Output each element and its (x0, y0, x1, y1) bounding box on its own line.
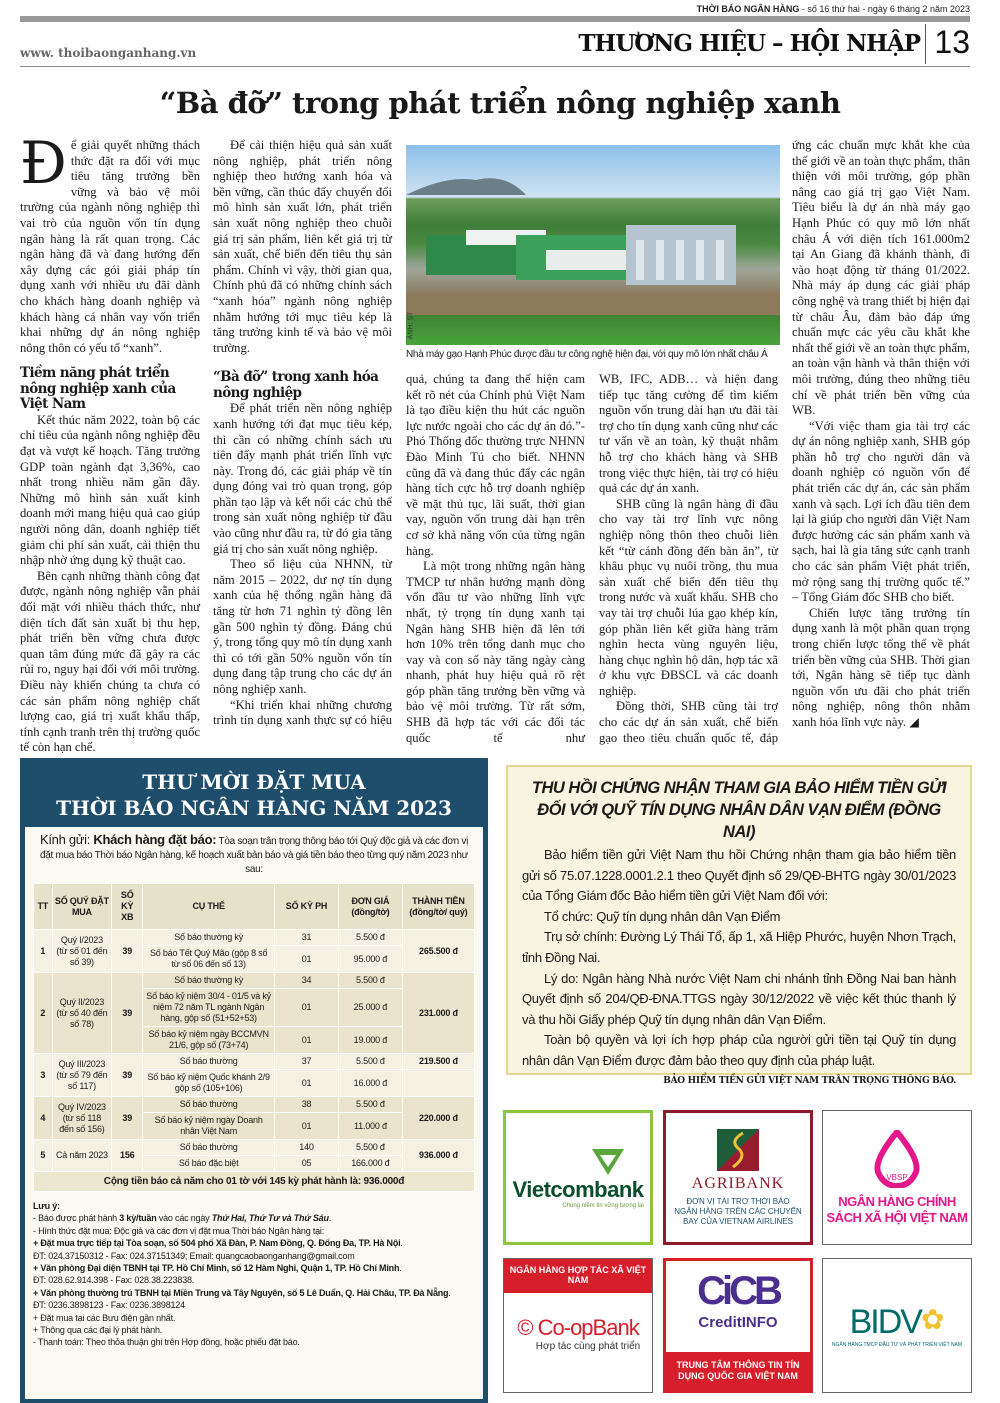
issue-count: 05 (275, 1156, 339, 1172)
paragraph: ứng các chuẩn mực khắt khe của thế giới về an toàn thực phẩm, thân thiện với môi trường, góp phần nâng cao giá trị gạo Việt Nam. Tiêu biểu là dự án nhà máy gạo Hạnh Phúc có quy mô lớn nhất châu Á với diện tích 161.000m2 tại An Giang đã khánh thành, đi vào hoạt động từ tháng 01/2022. Nhà máy áp dụng các giải pháp công nghệ và trang thiết bị hiện đại từ châu Âu, đảm bảo đáp ứng chuẩn mực các yêu cầu khắt khe nhất thế giới về an toàn thực phẩm, an toàn vận hành và thân thiện với môi trường, đúng theo những tiêu chí về phát triển bền vững của WB. (792, 138, 971, 418)
issue-count: 34 (275, 973, 339, 989)
unit-price: 25.000 đ (338, 989, 402, 1027)
issue-line (697, 4, 970, 14)
issue-count: 01 (275, 1027, 339, 1054)
column-header: SỐ KỲ PH (275, 884, 339, 930)
table-total-row (34, 1172, 475, 1192)
item-description: Số báo kỷ niệm Quốc khánh 2/9 gộp số (105+106) (143, 1070, 275, 1097)
bidv-logo[interactable]: BIDV✿ NGÂN HÀNG TMCP ĐẦU TƯ VÀ PHÁT TRIỂN VIỆT NAM (822, 1258, 972, 1393)
issue-count: 01 (275, 946, 339, 973)
table-row (34, 1140, 475, 1156)
table-row (34, 1097, 475, 1113)
photo-illustration (406, 145, 780, 345)
table-row (34, 930, 475, 946)
column-header: THÀNH TIỀN (đồng/tờ/ quý) (402, 884, 474, 930)
notice-paragraph: Trụ sở chính: Đường Lý Thái Tổ, ấp 1, xã Hiệp Phước, huyện Nhơn Trạch, tỉnh Đồng Nai. (522, 929, 956, 965)
article-column-5 (792, 138, 970, 731)
row-number: 1 (34, 930, 53, 973)
item-description: Số báo thường (143, 1097, 275, 1113)
subheading: “Bà đỡ” trong xanh hóa nông nghiệp (213, 369, 379, 401)
paragraph: quả, chúng ta đang thể hiện cam kết rõ nét của Chính phủ Việt Nam là tạo điều kiện thu hút các nguồn lực nước ngoài cho các dự án đó.”- Phó Thống đốc thường trực NHNN Đào Minh Tú cho biết. NHNN cũng đã và đang thúc đẩy các ngân hàng tích cực hỗ trợ doanh nghiệp về mặt thủ tục, lãi suất, thời gian vay, nguồn vốn trung dài hạn trên cơ sở khả năng vốn của từng ngân hàng. (406, 372, 585, 558)
subscription-ad (20, 758, 488, 1403)
column-header: ĐƠN GIÁ (đồng/tờ) (338, 884, 402, 930)
column-header: SỐ KỲ XB (112, 884, 143, 930)
unit-price: 95.000 đ (338, 946, 402, 973)
issue-count: 31 (275, 930, 339, 946)
page-number: 13 (925, 24, 970, 64)
item-description: Số báo kỷ niệm ngày BCCMVN 21/6, gộp số (73+74) (143, 1027, 275, 1054)
row-number: 5 (34, 1140, 53, 1172)
article-column-4 (599, 372, 778, 746)
section-title: THƯƠNG HIỆU – HỘI NHẬP (578, 30, 920, 57)
issues-cell: 156 (112, 1140, 143, 1172)
lead-paragraph: Để giải quyết những thách thức đặt ra đối với mục tiêu tăng trưởng bền vững và bảo vệ môi trường của ngành nông nghiệp thì vai trò của nguồn vốn tín dụng ngân hàng là rất quan trọng. Các ngân hàng đã và đang hướng đến xây dựng các gói giải pháp tín dụng xanh với nhiều ưu đãi dành cho khách hàng doanh nghiệp và khách hàng cá nhân vay vốn triển khai những dự án nông nghiệp nông thôn có yếu tố “xanh”. (20, 129, 200, 355)
paragraph: Là một trong những ngân hàng TMCP tư nhân hướng mạnh dòng vốn đầu tư vào những lĩnh vực nhất, tỷ trọng tín dụng xanh tại Ngân hàng SHB hiện đã lên tới hơn 10% trên tổng danh mục cho vay và con số này tăng ngày càng nhanh, phát huy hiệu quả rõ rệt góp phần tăng trưởng bền vững và bảo vệ môi trường. Từ rất sớm, SHB đã hợp tác với các đối tác quốc tế như (406, 559, 585, 745)
note-line: + Đặt mua tại các Bưu điện gần nhất. (33, 1312, 176, 1323)
subheading: Tiềm năng phát triển nông nghiệp xanh của Việt Nam (20, 365, 176, 413)
quarter-total: 231.000 đ (402, 973, 474, 1054)
table-row (34, 973, 475, 989)
quarter-cell: Quý I/2023 (từ số 01 đến số 39) (52, 930, 112, 973)
notice-signature: BẢO HIỂM TIỀN GỬI VIỆT NAM TRÂN TRỌNG THÔNG BÁO. (663, 1075, 956, 1086)
quarter-cell: Cả năm 2023 (52, 1140, 112, 1172)
paragraph: Chiến lược tăng trưởng tín dụng xanh là một phần quan trọng trong chiến lược tổng thể về phát triển bền vững của SHB. Thời gian tới, Ngân hàng sẽ tiếp tục dành nguồn vốn ưu đãi cho phát triển nông nghiệp, nông thôn nhằm xanh hóa lĩnh vực này. ◢ (792, 605, 970, 729)
vietcombank-mark-icon (590, 1147, 626, 1177)
price-table (33, 883, 475, 1192)
issues-cell: 39 (112, 973, 143, 1054)
svg-text:VBSP: VBSP (886, 1172, 908, 1182)
row-number: 3 (34, 1054, 53, 1097)
item-description: Số báo thường kỳ (143, 930, 275, 946)
unit-price: 19.000 đ (338, 1027, 402, 1054)
annual-total: Cộng tiền báo cả năm cho 01 tờ với 145 kỳ phát hành là: 936.000đ (34, 1172, 475, 1192)
rice-factory-photo (406, 145, 780, 345)
issue-count: 38 (275, 1097, 339, 1113)
quarter-total: 219.500 đ (402, 1054, 474, 1070)
row-number: 2 (34, 973, 53, 1054)
paragraph: WB, IFC, ADB… và hiện đang tiếp tục tăng cường để tìm kiếm nguồn vốn trung dài hạn ưu đãi tài trợ cho tín dụng xanh cũng như các tư vấn về an toàn, kỹ thuật nhằm hỗ trợ cho khách hàng và SHB trong việc thực hiện, tài trợ có hiệu quả các dự án xanh. (599, 372, 778, 496)
note-line: ĐT: 024.37150312 - Fax: 024.37151349; Email: quangcaobaonganhang@gmail.com (33, 1250, 355, 1261)
paragraph: “Khi triển khai những chương trình tín dụng xanh thực sự có hiệu (213, 697, 392, 728)
quarter-total: 265.500 đ (402, 930, 474, 973)
coopbank-mark-icon: © (517, 1315, 533, 1340)
note-line: ĐT: 028.62.914.398 - Fax: 028.38.223838. (33, 1275, 195, 1286)
paragraph: Để cải thiện hiệu quả sản xuất nông nghiệp, phát triển nông nghiệp theo hướng xanh hóa và bền vững, cần thúc đẩy chuyển đổi mô hình sản xuất lớn, phát triển sản xuất nông nghiệp theo chuỗi giá trị sản phẩm, liên kết giá trị từ sản xuất, chế biến đến tiêu thụ sản phẩm. Chính vì vậy, thời gian qua, Chính phủ đã có những chính sách “xanh hóa” ngành nông nghiệp nhằm hướng tới mục tiêu kép là tăng trưởng kinh tế và bảo vệ môi trường. (213, 138, 392, 355)
article-column-1 (20, 129, 200, 756)
quarter-cell: Quý IV/2023 (từ số 118 đến số 156) (52, 1097, 112, 1140)
notice-paragraph: Lý do: Ngân hàng Nhà nước Việt Nam chi nhánh tỉnh Đồng Nai ban hành Quyết định số 204/QĐ-ĐNA.TTGS ngày 30/12/2022 về việc kết thúc thanh lý và thu hồi Giấy phép Quỹ tín dụng nhân dân Vạn Điểm. (522, 970, 956, 1027)
item-description: Số báo thường (143, 1054, 275, 1070)
quarter-cell: Quý III/2023 (từ số 79 đến số 117) (52, 1054, 112, 1097)
vietcombank-logo[interactable]: Vietcombank Chung niềm tin vững tương lai (503, 1110, 653, 1245)
table-row (34, 1054, 475, 1070)
drop-cap: Đ (20, 129, 67, 197)
divider (20, 66, 970, 67)
note-line: + Văn phòng Đại diện TBNH tại TP. Hồ Chí Minh, số 12 Hàm Nghi, Quận 1, TP. Hồ Chí Minh. (33, 1263, 402, 1274)
issue-count: 37 (275, 1054, 339, 1070)
coopbank-logo[interactable]: NGÂN HÀNG HỢP TÁC XÃ VIỆT NAM © Co-opBank Hợp tác cùng phát triển (503, 1258, 653, 1393)
unit-price: 166.000 đ (338, 1156, 402, 1172)
item-description: Số báo thường (143, 1140, 275, 1156)
item-description: Số báo thường kỳ (143, 973, 275, 989)
unit-price: 5.500 đ (338, 930, 402, 946)
note-line: - Thanh toán: Theo thỏa thuận ghi trên Hợp đồng, hoặc phiếu đặt báo. (33, 1337, 300, 1348)
paragraph: SHB cũng là ngân hàng đi đầu cho vay tài trợ lĩnh vực nông nghiệp nông thôn theo chuỗi liên kết “từ cánh đồng đến bàn ăn”, từ khâu phục vụ nuôi trồng, thu mua sản xuất chế biến đến tiêu thụ trong nước và xuất khẩu. SHB cho vay tài trợ chuỗi lúa gạo khép kín, góp phần liên kết giữa hàng trăm nghìn hecta vùng nguyên liệu, hàng chục nghìn hộ dân, hợp tác xã ở khu vực ĐBSCL và các doanh nghiệp. (599, 496, 778, 698)
issues-cell: 39 (112, 930, 143, 973)
article-column-3 (406, 372, 585, 746)
issue-count: 01 (275, 1113, 339, 1140)
quarter-cell: Quý II/2023 (từ số 40 đến số 78) (52, 973, 112, 1054)
unit-price: 5.500 đ (338, 973, 402, 989)
note-line: ĐT: 0236.3898123 - Fax: 0236.3898124 (33, 1300, 185, 1311)
vbsp-mark-icon (872, 1130, 922, 1188)
paragraph: Bên cạnh những thành công đạt được, ngành nông nghiệp vẫn phải đối mặt với nhiều thách thức, như diện tích đất sản xuất bị thu hẹp, phát triển bền vững chưa được quan tâm đúng mức đã gây ra các rủi ro, nguy hại đối với môi trường. Điều này khiến chúng ta chưa có các sản phẩm nông nghiệp chất lượng cao, giá trị xuất khẩu thấp, tính cạnh tranh trên thị trường quốc tế còn hạn chế. (20, 568, 200, 755)
subscription-notes (33, 1200, 475, 1349)
item-description: Số báo đặc biệt (143, 1156, 275, 1172)
deposit-insurance-notice (506, 765, 972, 1086)
item-description: Số báo Tết Quý Mão (gộp 8 số từ số 06 đến số 13) (143, 946, 275, 973)
paragraph: Theo số liệu của NHNN, từ năm 2015 – 2022, dư nợ tín dụng xanh của hệ thống ngân hàng đã tăng từ hơn 71 nghìn tỷ đồng lên gần 500 nghìn tỷ đồng. Đáng chú ý, trong tổng quy mô tín dụng xanh thì có tới gần 50% nguồn vốn tín dụng đang tập trung cho các dự án nông nghiệp xanh. (213, 557, 392, 696)
note-line: - Báo được phát hành 3 kỳ/tuần vào các ngày Thứ Hai, Thứ Tư và Thứ Sáu. (33, 1213, 332, 1224)
note-line: Lưu ý: (33, 1201, 60, 1211)
issue-info: - số 16 thứ hai - ngày 6 tháng 2 năm 2023 (799, 4, 970, 14)
issues-cell: 39 (112, 1054, 143, 1097)
quarter-total: 936.000 đ (402, 1140, 474, 1172)
paragraph: Kết thúc năm 2022, toàn bộ các chỉ tiêu của ngành nông nghiệp đều đạt và vượt kế hoạch. Tăng trưởng GDP toàn ngành đạt 3,36%, cao nhất trong nhiều năm gần đây. Những mô hình sản xuất kinh doanh mới mang hiệu quả cao giúp người nông dân, doanh nghiệp tiết giảm chi phí sản xuất, cải thiện thu nhập nhờ ứng dụng kỹ thuật cao. (20, 412, 200, 568)
website-link[interactable]: www. thoibaonganhang.vn (20, 46, 197, 60)
unit-price: 11.000 đ (338, 1113, 402, 1140)
note-line: - Hình thức đặt mua: Độc giả và các đơn vị đặt mua Thời báo Ngân hàng tại: (33, 1225, 325, 1236)
subscription-greeting: Kính gửi: Khách hàng đặt báo: Tòa soạn trân trọng thông báo tới Quý độc giả và các đơn vị đặt mua báo Thời báo Ngân hàng, kế hoạch xuất bản báo và giá tiền báo theo từng quý năm 2023 như sau: (39, 832, 469, 875)
headline: “Bà đỡ” trong phát triển nông nghiệp xanh (159, 86, 841, 120)
note-line: + Văn phòng thường trú TBNH tại Miền Trung và Tây Nguyên, số 5 Lê Duẩn, Q. Hải Châu, TP. Đà Nẵng. (33, 1287, 451, 1298)
item-description: Số báo kỷ niệm ngày Doanh nhân Việt Nam (143, 1113, 275, 1140)
issue-count: 01 (275, 1070, 339, 1097)
quarter-total-empty (402, 1070, 474, 1097)
paper-name: THỜI BÁO NGÂN HÀNG (696, 4, 800, 14)
agribank-logo[interactable]: AGRIBANK ĐƠN VỊ TÀI TRỢ THỜI BÁO NGÂN HÀNG TRÊN CÁC CHUYẾN BAY CỦA VIETNAM AIRLINES (663, 1110, 813, 1245)
end-mark-icon: ◢ (909, 714, 919, 729)
unit-price: 16.000 đ (338, 1070, 402, 1097)
bidv-star-icon: ✿ (920, 1304, 945, 1335)
column-header: TT (34, 884, 53, 930)
unit-price: 5.500 đ (338, 1097, 402, 1113)
header-bar (20, 16, 970, 22)
agribank-mark-icon (717, 1129, 759, 1171)
item-description: Số báo kỷ niệm 30/4 - 01/5 và kỷ niệm 72 năm TL ngành Ngân hàng, gộp số (51+52+53) (143, 989, 275, 1027)
issue-count: 140 (275, 1140, 339, 1156)
row-number: 4 (34, 1097, 53, 1140)
unit-price: 5.500 đ (338, 1054, 402, 1070)
note-line: + Đặt mua trực tiếp tại Tòa soạn, số 504 phố Xã Đàn, P. Nam Đồng, Q. Đống Đa, TP. Hà Nội. (33, 1238, 403, 1249)
paragraph: Để phát triển nền nông nghiệp xanh hướng tới đạt mục tiêu kép, thì cần có những chính sách ưu tiên đẩy mạnh phát triển lĩnh vực này. Trong đó, các giải pháp về tín dụng đóng vai trò quan trọng, góp phần tạo lập và kết nối các chủ thể trong sản xuất nông nghiệp từ đầu vào cũng như đầu ra, từ đó gia tăng giá trị cho sản xuất nông nghiệp. (213, 401, 392, 556)
notice-paragraph: Toàn bộ quyền và lợi ích hợp pháp của người gửi tiền tại Quỹ tín dụng nhân dân Vạn Điểm được đảm bảo theo quy định của pháp luật. (522, 1032, 956, 1068)
quarter-total: 220.000 đ (402, 1097, 474, 1140)
notice-paragraph: Tổ chức: Quỹ tín dụng nhân dân Vạn Điểm (544, 908, 781, 924)
cic-logo[interactable]: CiCB CreditINFO TRUNG TÂM THÔNG TIN TÍN DỤNG QUỐC GIA VIỆT NAM (663, 1258, 813, 1393)
notice-paragraph: Bảo hiểm tiền gửi Việt Nam thu hồi Chứng nhận tham gia bảo hiểm tiền gửi số 75.07.1228.0001.2.1 theo Quyết định số 29/QĐ-BHTG ngày 30/01/2023 của Tổng Giám đốc Bảo hiểm tiền gửi Việt Nam đối với: (522, 847, 956, 904)
column-header: SỐ QUÝ ĐẶT MUA (52, 884, 112, 930)
paragraph: Đồng thời, SHB cũng tài trợ cho các dự án sản xuất, chế biến gạo theo tiêu chuẩn quốc tế, đáp (599, 699, 778, 745)
issue-count: 01 (275, 989, 339, 1027)
note-line: + Thông qua các đại lý phát hành. (33, 1325, 163, 1336)
article-column-2 (213, 138, 392, 729)
vbsp-logo[interactable]: VBSP NGÂN HÀNG CHÍNH SÁCH XÃ HỘI VIỆT NAM (822, 1110, 972, 1245)
subscription-title: THƯ MỜI ĐẶT MUA THỜI BÁO NGÂN HÀNG NĂM 2023 (56, 770, 452, 820)
paragraph: “Với việc tham gia tài trợ các dự án nông nghiệp xanh, SHB góp phần hỗ trợ cho người dân và doanh nghiệp có nguồn vốn để phát triển các dự án, các sản phẩm xanh và sạch. Lợi ích đầu tiên đem lại là giúp cho người dân Việt Nam được hưởng các sản phẩm xanh và sạch, hai là gia tăng sức cạnh tranh cho các sản phẩm Việt phát triển, mở rộng sang thị trường quốc tế.” – Tổng Giám đốc SHB cho biết. (792, 418, 970, 605)
photo-credit: ẢNH: ST (407, 311, 415, 340)
unit-price: 5.500 đ (338, 1140, 402, 1156)
issues-cell: 39 (112, 1097, 143, 1140)
column-header: CỤ THỂ (143, 884, 275, 930)
notice-title: THU HỒI CHỨNG NHẬN THAM GIA BẢO HIỂM TIỀN GỬI ĐỐI VỚI QUỸ TÍN DỤNG NHÂN DÂN VẠN ĐIỂM (ĐỒNG NAI) (531, 779, 947, 841)
photo-caption: Nhà máy gạo Hạnh Phúc được đầu tư công nghệ hiện đại, với quy mô lớn nhất châu Á (406, 349, 768, 360)
